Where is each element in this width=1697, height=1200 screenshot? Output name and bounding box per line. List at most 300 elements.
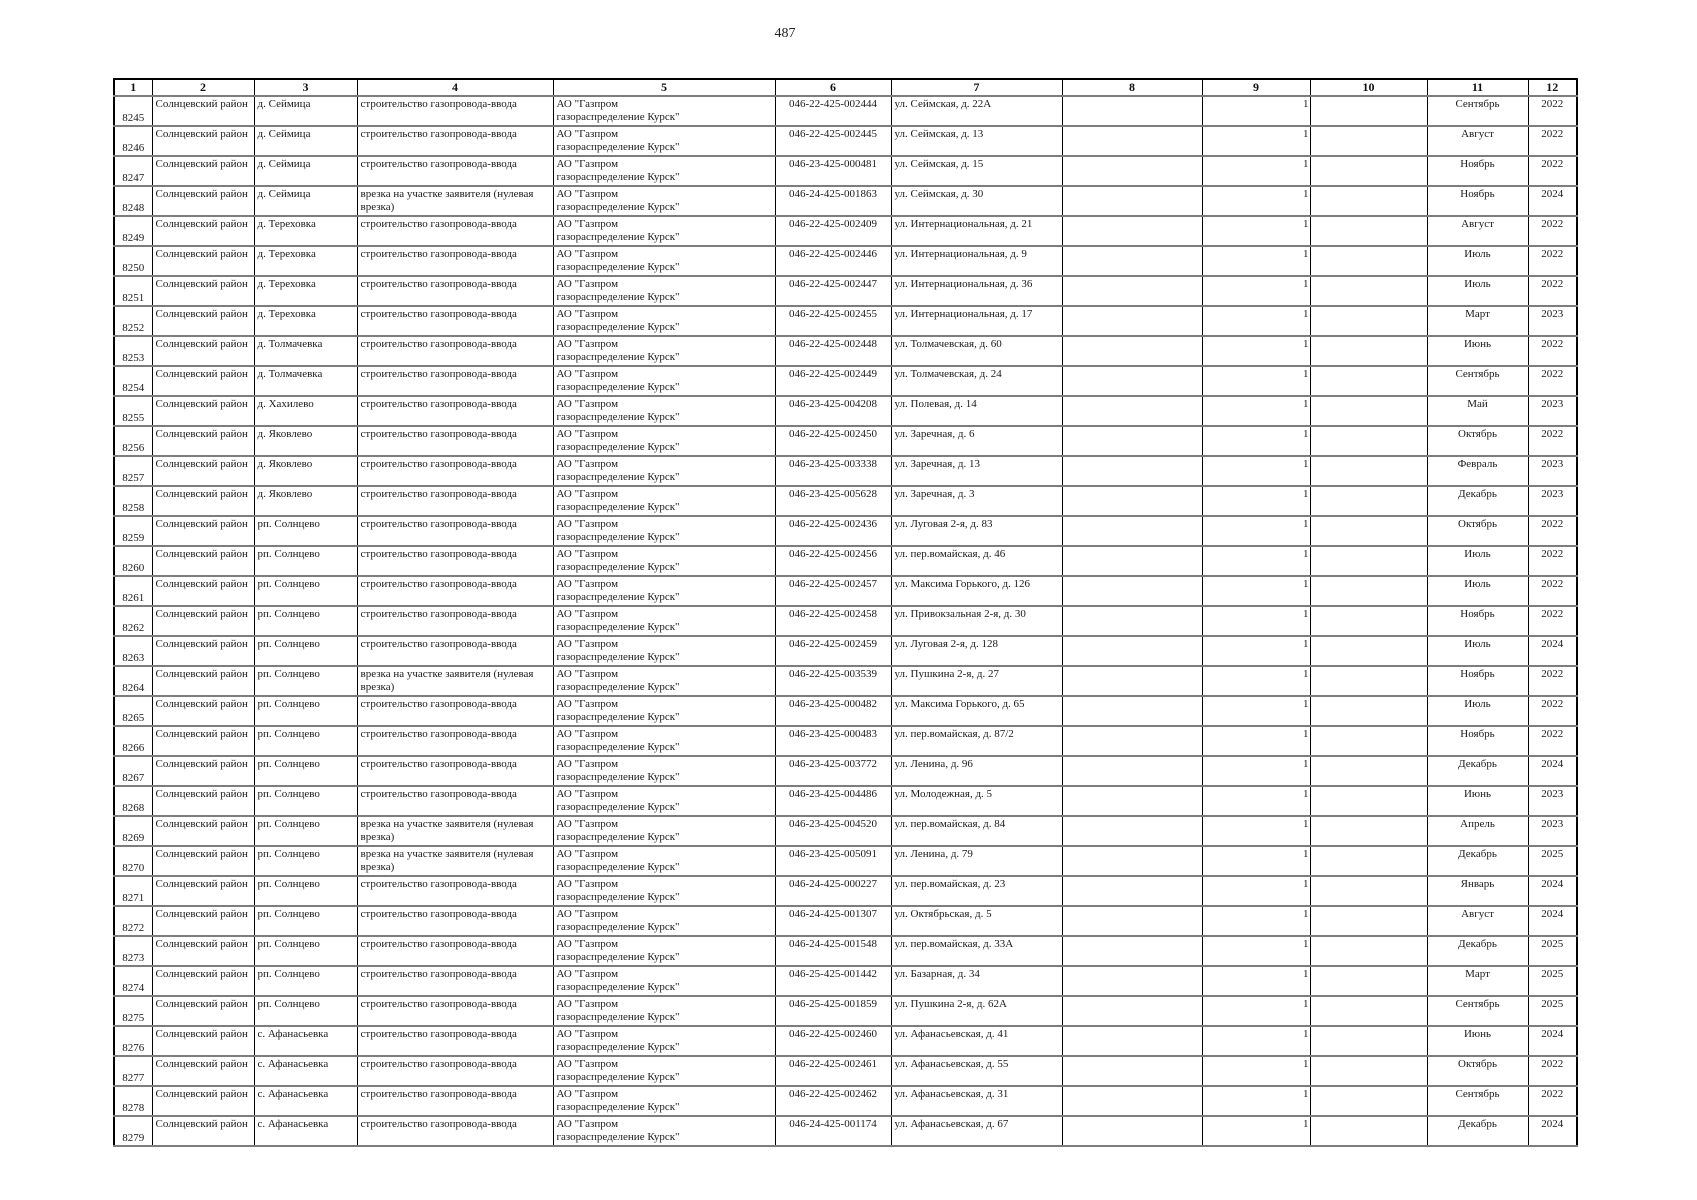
cell-col8: [1062, 1116, 1202, 1146]
column-header-3: 3: [254, 79, 357, 96]
cell-district: Солнцевский район: [152, 876, 254, 906]
cell-work: строительство газопровода-ввода: [357, 246, 553, 276]
cell-address: ул. Интернациональная, д. 21: [891, 216, 1062, 246]
cell-code: 046-22-425-002409: [775, 216, 891, 246]
column-header-7: 7: [891, 79, 1062, 96]
cell-settlement: рп. Солнцево: [254, 696, 357, 726]
supplier-text: АО "Газпром газораспределение Курск": [556, 98, 680, 123]
supplier-text: АО "Газпром газораспределение Курск": [556, 818, 680, 843]
cell-col10: [1310, 636, 1427, 666]
cell-district: Солнцевский район: [152, 1056, 254, 1086]
cell-work: врезка на участке заявителя (нулевая врезка): [357, 186, 553, 216]
cell-count: 1: [1202, 816, 1310, 846]
cell-col8: [1062, 336, 1202, 366]
cell-settlement: д. Сеймица: [254, 96, 357, 126]
cell-year: 2022: [1528, 216, 1577, 246]
cell-col10: [1310, 306, 1427, 336]
cell-year: 2022: [1528, 426, 1577, 456]
cell-month: Декабрь: [1427, 936, 1528, 966]
cell-supplier: [553, 486, 775, 516]
supplier-text: АО "Газпром газораспределение Курск": [556, 158, 680, 183]
cell-district: Солнцевский район: [152, 306, 254, 336]
cell-work: строительство газопровода-ввода: [357, 216, 553, 246]
cell-year: 2024: [1528, 1026, 1577, 1056]
cell-work: строительство газопровода-ввода: [357, 366, 553, 396]
cell-col10: [1310, 426, 1427, 456]
cell-address: ул. Ленина, д. 79: [891, 846, 1062, 876]
cell-count: 1: [1202, 636, 1310, 666]
cell-count: 1: [1202, 666, 1310, 696]
table-row: [114, 216, 1577, 246]
cell-district: Солнцевский район: [152, 906, 254, 936]
cell-id: 8278: [114, 1086, 152, 1116]
cell-work: строительство газопровода-ввода: [357, 936, 553, 966]
cell-col8: [1062, 186, 1202, 216]
cell-district: Солнцевский район: [152, 276, 254, 306]
cell-work: строительство газопровода-ввода: [357, 126, 553, 156]
cell-work: строительство газопровода-ввода: [357, 546, 553, 576]
supplier-text: АО "Газпром газораспределение Курск": [556, 1028, 680, 1053]
cell-count: 1: [1202, 846, 1310, 876]
cell-id: 8258: [114, 486, 152, 516]
cell-count: 1: [1202, 516, 1310, 546]
cell-settlement: д. Яковлево: [254, 456, 357, 486]
supplier-text: АО "Газпром газораспределение Курск": [556, 788, 680, 813]
cell-col8: [1062, 906, 1202, 936]
cell-month: Август: [1427, 126, 1528, 156]
cell-count: 1: [1202, 876, 1310, 906]
cell-settlement: рп. Солнцево: [254, 906, 357, 936]
cell-work: строительство газопровода-ввода: [357, 1086, 553, 1116]
supplier-text: АО "Газпром газораспределение Курск": [556, 428, 680, 453]
column-header-row: [114, 79, 1577, 96]
cell-year: 2024: [1528, 186, 1577, 216]
cell-supplier: [553, 576, 775, 606]
cell-district: Солнцевский район: [152, 96, 254, 126]
cell-col10: [1310, 606, 1427, 636]
cell-address: ул. Пушкина 2-я, д. 27: [891, 666, 1062, 696]
cell-supplier: [553, 366, 775, 396]
cell-year: 2023: [1528, 786, 1577, 816]
table-row: [114, 96, 1577, 126]
cell-work: строительство газопровода-ввода: [357, 486, 553, 516]
cell-id: 8254: [114, 366, 152, 396]
cell-count: 1: [1202, 906, 1310, 936]
cell-col8: [1062, 486, 1202, 516]
cell-address: ул. Толмачевская, д. 60: [891, 336, 1062, 366]
cell-supplier: [553, 696, 775, 726]
cell-col10: [1310, 696, 1427, 726]
cell-col10: [1310, 786, 1427, 816]
supplier-text: АО "Газпром газораспределение Курск": [556, 548, 680, 573]
cell-year: 2025: [1528, 846, 1577, 876]
cell-count: 1: [1202, 126, 1310, 156]
cell-address: ул. Молодежная, д. 5: [891, 786, 1062, 816]
cell-id: 8279: [114, 1116, 152, 1146]
supplier-text: АО "Газпром газораспределение Курск": [556, 1118, 680, 1143]
supplier-text: АО "Газпром газораспределение Курск": [556, 488, 680, 513]
cell-count: 1: [1202, 456, 1310, 486]
cell-code: 046-23-425-005091: [775, 846, 891, 876]
cell-col10: [1310, 126, 1427, 156]
cell-id: 8249: [114, 216, 152, 246]
cell-month: Июнь: [1427, 1026, 1528, 1056]
cell-address: ул. Толмачевская, д. 24: [891, 366, 1062, 396]
cell-col10: [1310, 936, 1427, 966]
cell-id: 8257: [114, 456, 152, 486]
supplier-text: АО "Газпром газораспределение Курск": [556, 908, 680, 933]
cell-year: 2024: [1528, 906, 1577, 936]
cell-code: 046-23-425-000483: [775, 726, 891, 756]
cell-district: Солнцевский район: [152, 696, 254, 726]
cell-month: Октябрь: [1427, 426, 1528, 456]
cell-id: 8245: [114, 96, 152, 126]
cell-settlement: рп. Солнцево: [254, 606, 357, 636]
cell-code: 046-22-425-002450: [775, 426, 891, 456]
cell-supplier: [553, 456, 775, 486]
cell-month: Июль: [1427, 546, 1528, 576]
cell-code: 046-24-425-001863: [775, 186, 891, 216]
cell-district: Солнцевский район: [152, 486, 254, 516]
cell-col10: [1310, 1086, 1427, 1116]
gasification-registry-table: [113, 78, 1578, 1147]
cell-supplier: [553, 756, 775, 786]
cell-year: 2025: [1528, 996, 1577, 1026]
cell-settlement: д. Яковлево: [254, 426, 357, 456]
cell-code: 046-23-425-003338: [775, 456, 891, 486]
cell-year: 2022: [1528, 696, 1577, 726]
cell-district: Солнцевский район: [152, 996, 254, 1026]
supplier-text: АО "Газпром газораспределение Курск": [556, 998, 680, 1023]
cell-id: 8252: [114, 306, 152, 336]
cell-settlement: д. Толмачевка: [254, 366, 357, 396]
cell-work: врезка на участке заявителя (нулевая врезка): [357, 816, 553, 846]
cell-settlement: рп. Солнцево: [254, 876, 357, 906]
cell-col8: [1062, 126, 1202, 156]
cell-month: Ноябрь: [1427, 666, 1528, 696]
cell-id: 8255: [114, 396, 152, 426]
cell-col10: [1310, 486, 1427, 516]
cell-settlement: рп. Солнцево: [254, 666, 357, 696]
cell-supplier: [553, 846, 775, 876]
cell-count: 1: [1202, 216, 1310, 246]
cell-month: Декабрь: [1427, 756, 1528, 786]
cell-address: ул. Заречная, д. 6: [891, 426, 1062, 456]
cell-settlement: д. Тереховка: [254, 306, 357, 336]
table-row: [114, 816, 1577, 846]
cell-id: 8246: [114, 126, 152, 156]
supplier-text: АО "Газпром газораспределение Курск": [556, 128, 680, 153]
cell-col8: [1062, 96, 1202, 126]
cell-district: Солнцевский район: [152, 1116, 254, 1146]
cell-col10: [1310, 156, 1427, 186]
cell-address: ул. пер.вомайская, д. 33А: [891, 936, 1062, 966]
cell-supplier: [553, 186, 775, 216]
cell-district: Солнцевский район: [152, 606, 254, 636]
cell-id: 8251: [114, 276, 152, 306]
cell-col8: [1062, 216, 1202, 246]
cell-col10: [1310, 1056, 1427, 1086]
cell-year: 2022: [1528, 96, 1577, 126]
cell-settlement: рп. Солнцево: [254, 576, 357, 606]
cell-year: 2022: [1528, 1086, 1577, 1116]
cell-supplier: [553, 516, 775, 546]
supplier-text: АО "Газпром газораспределение Курск": [556, 368, 680, 393]
table-row: [114, 936, 1577, 966]
cell-count: 1: [1202, 1116, 1310, 1146]
cell-code: 046-23-425-003772: [775, 756, 891, 786]
cell-district: Солнцевский район: [152, 426, 254, 456]
cell-supplier: [553, 396, 775, 426]
cell-id: 8271: [114, 876, 152, 906]
cell-year: 2022: [1528, 576, 1577, 606]
cell-year: 2022: [1528, 666, 1577, 696]
column-header-1: 1: [114, 79, 152, 96]
cell-id: 8269: [114, 816, 152, 846]
cell-id: 8259: [114, 516, 152, 546]
cell-district: Солнцевский район: [152, 846, 254, 876]
cell-work: строительство газопровода-ввода: [357, 636, 553, 666]
cell-count: 1: [1202, 306, 1310, 336]
cell-address: ул. пер.вомайская, д. 23: [891, 876, 1062, 906]
cell-col10: [1310, 906, 1427, 936]
cell-district: Солнцевский район: [152, 156, 254, 186]
cell-supplier: [553, 726, 775, 756]
cell-count: 1: [1202, 156, 1310, 186]
cell-count: 1: [1202, 426, 1310, 456]
cell-settlement: д. Тереховка: [254, 216, 357, 246]
table-row: [114, 366, 1577, 396]
cell-settlement: с. Афанасьевка: [254, 1056, 357, 1086]
cell-code: 046-23-425-000481: [775, 156, 891, 186]
cell-work: строительство газопровода-ввода: [357, 1026, 553, 1056]
table-row: [114, 726, 1577, 756]
supplier-text: АО "Газпром газораспределение Курск": [556, 668, 680, 693]
cell-code: 046-22-425-002457: [775, 576, 891, 606]
cell-district: Солнцевский район: [152, 186, 254, 216]
cell-code: 046-23-425-005628: [775, 486, 891, 516]
supplier-text: АО "Газпром газораспределение Курск": [556, 638, 680, 663]
cell-id: 8261: [114, 576, 152, 606]
cell-year: 2024: [1528, 876, 1577, 906]
cell-address: ул. Пушкина 2-я, д. 62А: [891, 996, 1062, 1026]
cell-id: 8256: [114, 426, 152, 456]
cell-address: ул. пер.вомайская, д. 84: [891, 816, 1062, 846]
cell-month: Сентябрь: [1427, 996, 1528, 1026]
cell-settlement: рп. Солнцево: [254, 966, 357, 996]
cell-code: 046-23-425-004486: [775, 786, 891, 816]
cell-code: 046-22-425-002436: [775, 516, 891, 546]
cell-col8: [1062, 396, 1202, 426]
supplier-text: АО "Газпром газораспределение Курск": [556, 848, 680, 873]
cell-month: Июнь: [1427, 786, 1528, 816]
cell-settlement: с. Афанасьевка: [254, 1026, 357, 1056]
cell-settlement: д. Сеймица: [254, 186, 357, 216]
cell-col10: [1310, 996, 1427, 1026]
cell-col10: [1310, 396, 1427, 426]
cell-work: строительство газопровода-ввода: [357, 606, 553, 636]
cell-count: 1: [1202, 726, 1310, 756]
column-header-2: 2: [152, 79, 254, 96]
cell-month: Июль: [1427, 696, 1528, 726]
cell-year: 2022: [1528, 276, 1577, 306]
cell-col8: [1062, 1026, 1202, 1056]
cell-month: Июнь: [1427, 336, 1528, 366]
cell-count: 1: [1202, 1026, 1310, 1056]
cell-work: врезка на участке заявителя (нулевая врезка): [357, 846, 553, 876]
cell-settlement: д. Сеймица: [254, 156, 357, 186]
supplier-text: АО "Газпром газораспределение Курск": [556, 728, 680, 753]
cell-count: 1: [1202, 576, 1310, 606]
cell-settlement: д. Тереховка: [254, 246, 357, 276]
cell-work: строительство газопровода-ввода: [357, 906, 553, 936]
cell-code: 046-22-425-002455: [775, 306, 891, 336]
cell-code: 046-23-425-004208: [775, 396, 891, 426]
cell-id: 8277: [114, 1056, 152, 1086]
cell-count: 1: [1202, 336, 1310, 366]
cell-col10: [1310, 276, 1427, 306]
cell-address: ул. пер.вомайская, д. 46: [891, 546, 1062, 576]
cell-supplier: [553, 876, 775, 906]
cell-id: 8274: [114, 966, 152, 996]
cell-col8: [1062, 726, 1202, 756]
cell-settlement: рп. Солнцево: [254, 996, 357, 1026]
cell-work: строительство газопровода-ввода: [357, 1116, 553, 1146]
cell-year: 2022: [1528, 726, 1577, 756]
cell-code: 046-24-425-001548: [775, 936, 891, 966]
cell-settlement: д. Толмачевка: [254, 336, 357, 366]
cell-month: Сентябрь: [1427, 1086, 1528, 1116]
cell-col8: [1062, 276, 1202, 306]
cell-year: 2022: [1528, 246, 1577, 276]
cell-address: ул. Сеймская, д. 30: [891, 186, 1062, 216]
cell-code: 046-23-425-000482: [775, 696, 891, 726]
cell-col10: [1310, 246, 1427, 276]
cell-work: строительство газопровода-ввода: [357, 996, 553, 1026]
cell-address: ул. Привокзальная 2-я, д. 30: [891, 606, 1062, 636]
cell-supplier: [553, 816, 775, 846]
cell-col10: [1310, 186, 1427, 216]
cell-month: Август: [1427, 216, 1528, 246]
cell-count: 1: [1202, 246, 1310, 276]
cell-address: ул. Октябрьская, д. 5: [891, 906, 1062, 936]
cell-count: 1: [1202, 486, 1310, 516]
cell-col8: [1062, 936, 1202, 966]
column-header-8: 8: [1062, 79, 1202, 96]
cell-id: 8270: [114, 846, 152, 876]
cell-id: 8250: [114, 246, 152, 276]
cell-address: ул. пер.вомайская, д. 87/2: [891, 726, 1062, 756]
table-row: [114, 246, 1577, 276]
cell-month: Декабрь: [1427, 846, 1528, 876]
cell-address: ул. Максима Горького, д. 65: [891, 696, 1062, 726]
cell-code: 046-22-425-002458: [775, 606, 891, 636]
cell-address: ул. Афанасьевская, д. 55: [891, 1056, 1062, 1086]
cell-supplier: [553, 426, 775, 456]
table-row: [114, 576, 1577, 606]
table-row: [114, 786, 1577, 816]
cell-col8: [1062, 756, 1202, 786]
cell-year: 2022: [1528, 516, 1577, 546]
cell-col8: [1062, 996, 1202, 1026]
cell-month: Июль: [1427, 576, 1528, 606]
column-header-4: 4: [357, 79, 553, 96]
cell-col8: [1062, 426, 1202, 456]
cell-settlement: рп. Солнцево: [254, 516, 357, 546]
cell-col8: [1062, 366, 1202, 396]
table-row: [114, 186, 1577, 216]
cell-work: врезка на участке заявителя (нулевая врезка): [357, 666, 553, 696]
cell-district: Солнцевский район: [152, 396, 254, 426]
cell-address: ул. Луговая 2-я, д. 128: [891, 636, 1062, 666]
supplier-text: АО "Газпром газораспределение Курск": [556, 398, 680, 423]
column-header-9: 9: [1202, 79, 1310, 96]
cell-code: 046-22-425-002460: [775, 1026, 891, 1056]
cell-id: 8263: [114, 636, 152, 666]
supplier-text: АО "Газпром газораспределение Курск": [556, 308, 680, 333]
cell-col8: [1062, 1086, 1202, 1116]
cell-supplier: [553, 1116, 775, 1146]
cell-col8: [1062, 546, 1202, 576]
cell-work: строительство газопровода-ввода: [357, 516, 553, 546]
cell-month: Июль: [1427, 276, 1528, 306]
supplier-text: АО "Газпром газораспределение Курск": [556, 1088, 680, 1113]
cell-supplier: [553, 216, 775, 246]
cell-col8: [1062, 516, 1202, 546]
cell-col8: [1062, 846, 1202, 876]
cell-count: 1: [1202, 606, 1310, 636]
table-row: [114, 756, 1577, 786]
cell-supplier: [553, 546, 775, 576]
cell-col8: [1062, 966, 1202, 996]
cell-code: 046-24-425-001174: [775, 1116, 891, 1146]
cell-col10: [1310, 966, 1427, 996]
cell-id: 8260: [114, 546, 152, 576]
cell-year: 2022: [1528, 156, 1577, 186]
cell-year: 2024: [1528, 636, 1577, 666]
cell-year: 2022: [1528, 1056, 1577, 1086]
cell-col8: [1062, 636, 1202, 666]
cell-district: Солнцевский район: [152, 126, 254, 156]
cell-settlement: д. Яковлево: [254, 486, 357, 516]
cell-settlement: рп. Солнцево: [254, 936, 357, 966]
cell-address: ул. Афанасьевская, д. 67: [891, 1116, 1062, 1146]
column-header-5: 5: [553, 79, 775, 96]
table-row: [114, 1056, 1577, 1086]
table-row: [114, 696, 1577, 726]
cell-work: строительство газопровода-ввода: [357, 426, 553, 456]
cell-district: Солнцевский район: [152, 366, 254, 396]
cell-code: 046-22-425-002445: [775, 126, 891, 156]
cell-year: 2023: [1528, 396, 1577, 426]
table-row: [114, 666, 1577, 696]
cell-work: строительство газопровода-ввода: [357, 726, 553, 756]
cell-code: 046-22-425-002446: [775, 246, 891, 276]
cell-month: Октябрь: [1427, 516, 1528, 546]
cell-code: 046-24-425-001307: [775, 906, 891, 936]
cell-year: 2022: [1528, 546, 1577, 576]
cell-month: Март: [1427, 966, 1528, 996]
cell-supplier: [553, 1086, 775, 1116]
cell-work: строительство газопровода-ввода: [357, 756, 553, 786]
cell-col10: [1310, 516, 1427, 546]
table-row: [114, 276, 1577, 306]
cell-count: 1: [1202, 276, 1310, 306]
cell-work: строительство газопровода-ввода: [357, 576, 553, 606]
cell-settlement: с. Афанасьевка: [254, 1086, 357, 1116]
cell-col10: [1310, 846, 1427, 876]
table-row: [114, 966, 1577, 996]
